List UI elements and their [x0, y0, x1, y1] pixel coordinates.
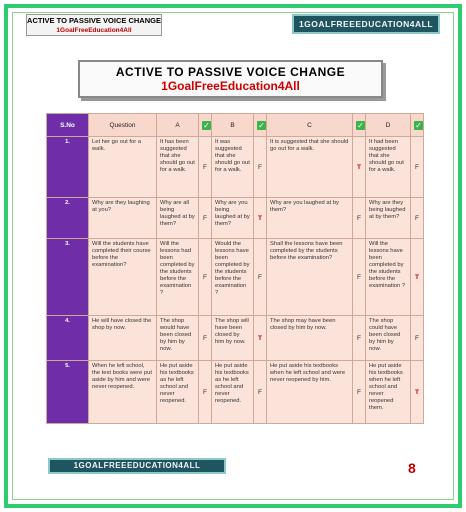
option-d-text: Will the lessons have been completed by the students before the examination ?	[366, 239, 411, 316]
option-c-text: Shall the lessons have been completed by the students before the examination?	[267, 239, 353, 316]
option-c-mark	[353, 198, 366, 239]
header-check-c	[353, 114, 366, 137]
footer-brand-badge: 1GOALFREEEDUCATION4ALL	[48, 458, 226, 474]
table-row	[47, 198, 424, 239]
option-c-mark	[353, 137, 366, 198]
option-d-mark	[411, 316, 424, 361]
check-icon: ✓	[258, 120, 265, 130]
option-a-mark	[199, 239, 212, 316]
option-d-text: The shop could have been closed by him by now.	[366, 316, 411, 361]
table-row	[47, 239, 424, 316]
mark-value: F	[258, 163, 262, 171]
header-label-title: ACTIVE TO PASSIVE VOICE CHANGE	[27, 16, 161, 25]
option-d-mark	[411, 239, 424, 316]
page-title	[78, 60, 383, 98]
question-text: He will have closed the shop by now.	[89, 316, 157, 361]
header-option-b: B	[212, 114, 254, 137]
header-check-a	[199, 114, 212, 137]
option-a-mark	[199, 198, 212, 239]
option-d-mark	[411, 361, 424, 424]
option-d-mark	[411, 137, 424, 198]
option-b-mark	[254, 198, 267, 239]
option-a-text: He put aside his textbooks as he left school and never reopened.	[157, 361, 199, 424]
option-a-text: The shop would have been closed by him by now.	[157, 316, 199, 361]
mark-value: F	[258, 388, 262, 396]
mark-value: F	[415, 334, 419, 342]
header-option-a: A	[157, 114, 199, 137]
mark-value: T	[258, 334, 262, 342]
row-number: 5.	[47, 361, 89, 424]
option-b-text: It was suggested that she should go out for a walk.	[212, 137, 254, 198]
mark-value: F	[357, 273, 361, 281]
header-option-c: C	[267, 114, 353, 137]
option-b-text: The shop will have been closed by him by now.	[212, 316, 254, 361]
page-title-sub: 1GoalFreeEducation4All	[161, 79, 300, 93]
option-c-text: The shop may have been closed by him by now.	[267, 316, 353, 361]
option-d-text: Why are they being laughed at by them?	[366, 198, 411, 239]
header-check-d	[411, 114, 424, 137]
row-number: 4.	[47, 316, 89, 361]
header-label-subtitle: 1GoalFreeEducation4All	[56, 27, 132, 34]
option-a-text: Will the lessons had been completed by the students before the examination ?	[157, 239, 199, 316]
table-row	[47, 137, 424, 198]
option-a-mark	[199, 137, 212, 198]
option-c-text: Why are you laughed at by them?	[267, 198, 353, 239]
option-d-text: It had been suggested that she should go out for a walk.	[366, 137, 411, 198]
check-icon: ✓	[415, 120, 422, 130]
option-c-text: He put aside his textbooks when he left school and were never reopened by him.	[267, 361, 353, 424]
mark-value: T	[357, 163, 361, 171]
row-number: 1.	[47, 137, 89, 198]
mark-value: F	[357, 388, 361, 396]
row-number: 3.	[47, 239, 89, 316]
question-text: Why are they laughing at you?	[89, 198, 157, 239]
header-sno: S.No	[47, 114, 89, 137]
question-table	[46, 113, 424, 424]
option-b-mark	[254, 361, 267, 424]
table-row	[47, 361, 424, 424]
option-c-text: It is suggested that she should go out for a walk.	[267, 137, 353, 198]
option-b-mark	[254, 137, 267, 198]
mark-value: T	[258, 214, 262, 222]
page-number: 8	[408, 460, 416, 476]
option-a-text: Why are all being laughed at by them?	[157, 198, 199, 239]
mark-value: T	[415, 273, 419, 281]
mark-value: F	[203, 388, 207, 396]
mark-value: T	[415, 388, 419, 396]
option-b-text: Why are you being laughed at by them?	[212, 198, 254, 239]
mark-value: F	[415, 214, 419, 222]
check-icon: ✓	[203, 120, 210, 130]
page-title-main: ACTIVE TO PASSIVE VOICE CHANGE	[115, 65, 346, 79]
option-b-text: Would the lessons have been completed by the students before the examination ?	[212, 239, 254, 316]
option-d-text: He put aside his textbooks when he left school and never reopened them.	[366, 361, 411, 424]
mark-value: F	[357, 334, 361, 342]
mark-value: F	[203, 273, 207, 281]
row-number: 2.	[47, 198, 89, 239]
header-option-d: D	[366, 114, 411, 137]
table-header-row	[47, 114, 424, 137]
option-a-mark	[199, 316, 212, 361]
question-text: When he left school, the text books were put aside by him and were never reopened.	[89, 361, 157, 424]
option-c-mark	[353, 361, 366, 424]
option-a-mark	[199, 361, 212, 424]
mark-value: F	[357, 214, 361, 222]
mark-value: F	[203, 334, 207, 342]
header-brand-badge: 1GOALFREEEDUCATION4ALL	[292, 14, 440, 34]
mark-value: F	[258, 273, 262, 281]
option-a-text: It has been suggested that she should go out for a walk.	[157, 137, 199, 198]
mark-value: F	[203, 163, 207, 171]
header-check-b	[254, 114, 267, 137]
mark-value: F	[415, 163, 419, 171]
option-c-mark	[353, 239, 366, 316]
option-d-mark	[411, 198, 424, 239]
option-b-mark	[254, 239, 267, 316]
option-c-mark	[353, 316, 366, 361]
option-b-text: He put aside his textbooks as he left school and never reopened.	[212, 361, 254, 424]
mark-value: F	[203, 214, 207, 222]
check-icon: ✓	[357, 120, 364, 130]
question-text: Let her go out for a walk.	[89, 137, 157, 198]
option-b-mark	[254, 316, 267, 361]
header-label	[26, 14, 162, 36]
question-text: Will the students have completed their course before the examination?	[89, 239, 157, 316]
header-question: Question	[89, 114, 157, 137]
table-row	[47, 316, 424, 361]
